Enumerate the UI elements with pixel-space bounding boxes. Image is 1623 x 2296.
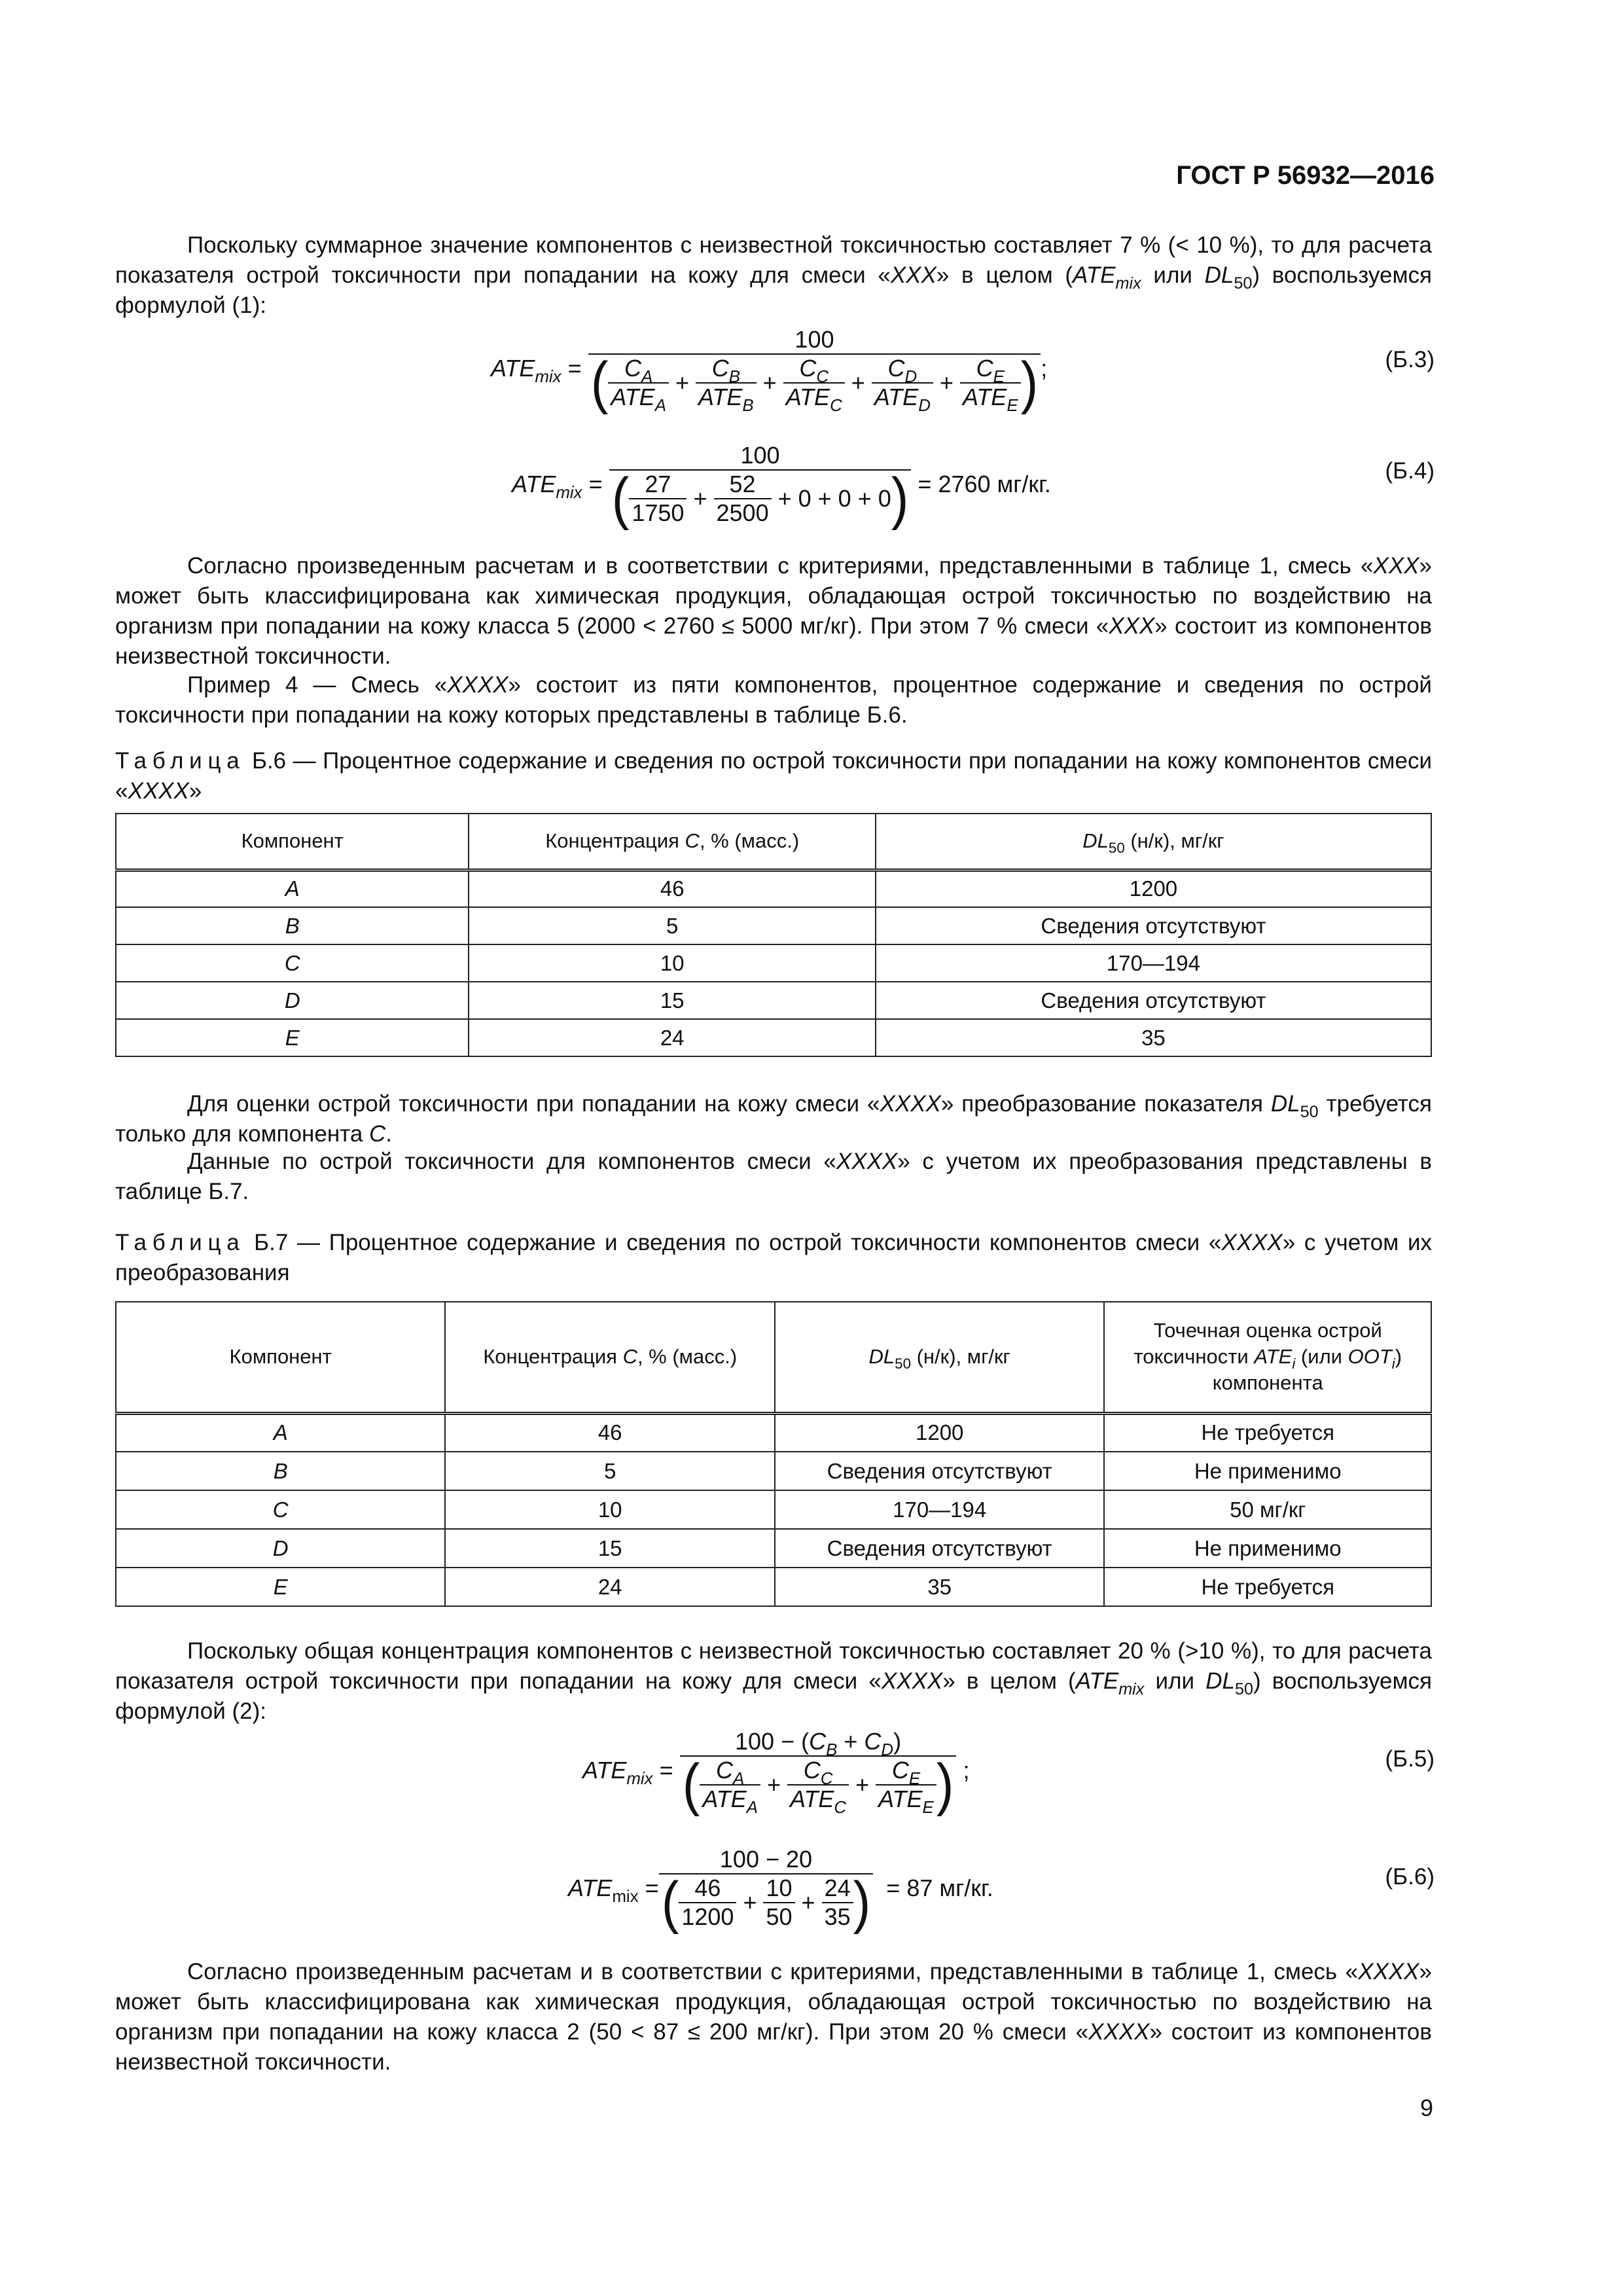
equation-number-b4: (Б.4) (1385, 458, 1435, 484)
paragraph-7: Согласно произведенным расчетам и в соответствии с критериями, представленными в таблице 1, смесь «XXXX» может быть классифицирована как химическая продукция, обладающая острой токсичностью по воздействию на организм при попадании на кожу класса 2 (50 < 87 ≤ 200 мг/кг). При этом 20 % смеси «XXXX» состоит из компонентов неизвестной токсичности. (115, 1959, 1432, 2075)
equation-b5: $ATE_{mix}$ = $100 - (C_B + C_D)$ ( $\frac{C_A}{ATE_A}$ + $\frac{C_C}{ATE_C}$ + $\frac{C_E}{ATE_E}$ ) ; (582, 1728, 970, 1818)
document-code: ГОСТ Р 56932—2016 (1176, 161, 1435, 190)
table-row: D 15 Сведения отсутствуют (116, 982, 1431, 1019)
paragraph-3: Пример 4 — Смесь «XXXX» состоит из пяти компонентов, процентное содержание и сведения по острой токсичности при попадании на кожу которых представлены в таблице Б.6. (115, 672, 1432, 728)
table-row: C 10 170—194 50 мг/кг (116, 1490, 1431, 1529)
table-b7-caption: Таблица Б.7 — Процентное содержание и сведения по острой токсичности компонентов смеси «XXXX» с учетом их преобразования (115, 1230, 1432, 1285)
table-b6-header-dl50: $DL_{50}$ (н/к), мг/кг (876, 814, 1431, 870)
table-b7-header-concentration: Концентрация C, % (масс.) (445, 1302, 775, 1413)
table-b7 (115, 1301, 1432, 1607)
table-row: B 5 Сведения отсутствуют (116, 907, 1431, 944)
paragraph-6: Поскольку общая концентрация компонентов с неизвестной токсичностью составляет 20 % (>10 %), то для расчета показателя острой токсичности при попадании на кожу для смеси «XXXX» в целом ($ATE_{mix}$ или $DL_{50}$) воспользуемся формулой (2): (115, 1638, 1433, 1724)
table-b7-header-component: Компонент (116, 1302, 445, 1413)
table-b7-header-dl50: $DL_{50}$ (н/к), мг/кг (775, 1302, 1104, 1413)
equation-b4: $ATE_{mix}$ = 100 ( $\frac{27}{1750}$ + $\frac{52}{2500}$ + 0 + 0 + 0 ) = 2760 мг/кг. (512, 442, 1051, 531)
table-row: E 24 35 (116, 1019, 1431, 1056)
paragraph-5: Данные по острой токсичности для компонентов смеси «XXXX» с учетом их преобразования представлены в таблице Б.7. (115, 1149, 1432, 1204)
table-b6-caption: Таблица Б.6 — Процентное содержание и сведения по острой токсичности при попадании на кожу компонентов смеси «XXXX» (115, 748, 1432, 804)
equation-number-b6: (Б.6) (1385, 1864, 1435, 1890)
equation-number-b3: (Б.3) (1385, 347, 1435, 372)
page-number: 9 (1419, 2094, 1433, 2121)
table-row: E 24 35 Не требуется (116, 1568, 1431, 1606)
table-b6-header-component: Компонент (116, 814, 469, 870)
equation-b3: $ATE_{mix}$ = 100 ( $\frac{C_A}{ATE_A}$ + $\frac{C_B}{ATE_B}$ + $\frac{C_C}{ATE_C}$ + $\frac{C_D}{ATE_D}$ + $\frac{C_E}{ATE_E}$ ) ; (491, 326, 1048, 416)
table-b6-header-concentration: Концентрация C, % (масс.) (469, 814, 875, 870)
table-row: B 5 Сведения отсутствуют Не применимо (116, 1452, 1431, 1490)
table-row: A 46 1200 (116, 870, 1431, 907)
table-b7-header-point-estimate: Точечная оценка острой токсичности $ATE_i$ (или $OOT_i$) компонента (1104, 1302, 1431, 1413)
table-b6 (115, 813, 1432, 1057)
table-row: C 10 170—194 (116, 944, 1431, 982)
equation-number-b5: (Б.5) (1385, 1746, 1435, 1772)
equation-b6: $ATE_{mix}$ = 100 − 20 ( $\frac{46}{1200}$ + $\frac{10}{50}$ + $\frac{24}{35}$ ) = 87 мг/кг. (568, 1846, 993, 1935)
table-row: D 15 Сведения отсутствуют Не применимо (116, 1529, 1431, 1568)
paragraph-4: Для оценки острой токсичности при попадании на кожу смеси «XXXX» преобразование показателя $DL_{50}$ требуется только для компонента C. (115, 1091, 1432, 1147)
paragraph-2: Согласно произведенным расчетам и в соответствии с критериями, представленными в таблице 1, смесь «XXX» может быть классифицирована как химическая продукция, обладающая острой токсичностью по воздействию на организм при попадании на кожу класса 5 (2000 < 2760 ≤ 5000 мг/кг). При этом 7 % смеси «XXX» состоит из компонентов неизвестной токсичности. (115, 553, 1433, 669)
table-row: A 46 1200 Не требуется (116, 1413, 1431, 1452)
paragraph-1: Поскольку суммарное значение компонентов с неизвестной токсичностью составляет 7 % (< 10 %), то для расчета показателя острой токсичности при попадании на кожу для смеси «XXX» в целом ($ATE_{mix}$ или $DL_{50}$) воспользуемся формулой (1): (115, 232, 1433, 318)
